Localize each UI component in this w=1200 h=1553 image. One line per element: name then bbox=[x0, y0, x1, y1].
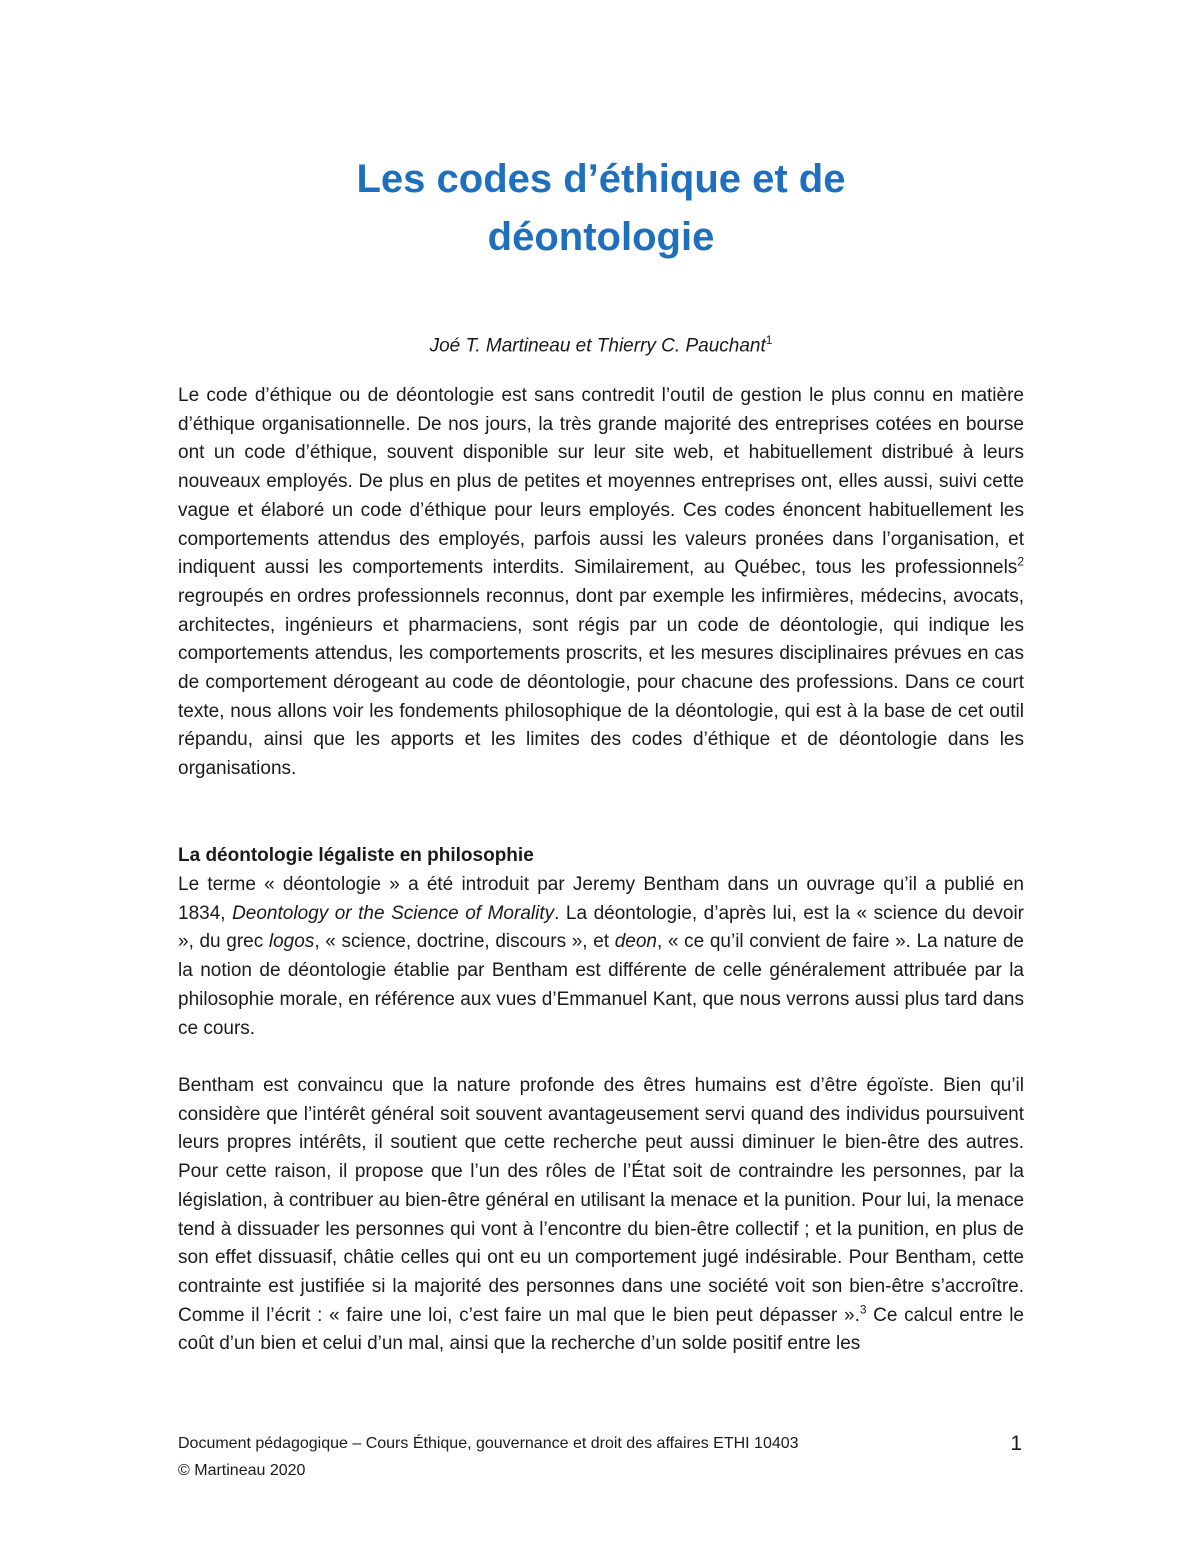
para2-text-c: , « science, doctrine, discours », et bbox=[314, 931, 615, 953]
para2-text-b: . La déontologie, d’après lui, est la « science du devoir », du grec bbox=[178, 902, 1024, 953]
section-heading: La déontologie légaliste en philosophie bbox=[178, 845, 534, 866]
bentham-paragraph-2 bbox=[178, 1072, 1024, 1359]
book-title: Deontology or the Science of Morality bbox=[232, 902, 555, 924]
page-footer bbox=[178, 1430, 799, 1484]
document-title bbox=[178, 150, 1024, 266]
footer-copyright: © Martineau 2020 bbox=[178, 1462, 306, 1479]
footnote-ref-2: 2 bbox=[1017, 554, 1024, 569]
footnote-ref-3: 3 bbox=[859, 1302, 867, 1317]
footer-course-line: Document pédagogique – Cours Éthique, gouvernance et droit des affaires ETHI 10403 bbox=[178, 1435, 799, 1452]
bentham-paragraph-1 bbox=[178, 871, 1024, 1043]
intro-paragraph bbox=[178, 382, 1024, 784]
para2-text-a: Le terme « déontologie » a été introduit par Jeremy Bentham dans un ouvrage qu’il a publié en 1834, bbox=[178, 874, 1024, 924]
term-logos: logos bbox=[268, 931, 315, 953]
para3-text-a: Bentham est convaincu que la nature profonde des êtres humains est d’être égoïste. Bien qu’il considère que l’intérêt général soit souvent avantageusement servi quand des individus poursuivent leurs propres intérêts, il soutient que cette recherche peut aussi diminuer le bien-être des autres. Pour cette raison, il propose que l’un des rôles de l’État soit de contraindre les personnes, par la législation, à contribuer au bien-être général en utilisant la menace et la punition. Pour lui, la menace tend à dissuader les personnes qui vont à l’encontre du bien-être collectif ; et la punition, en plus de son effet dissuasif, châtie celles qui ont eu un comportement jugé indésirable. Pour Bentham, cette contrainte est justifiée si la majorité des personnes dans une société voit son bien-être s’accroître. Comme il l’écrit : « faire une loi, c’est faire un mal que le bien peut dépasser ». bbox=[178, 1075, 1025, 1326]
para3-text-b: Ce calcul entre le coût d’un bien et celui d’un mal, ainsi que la recherche d’un solde positif entre les bbox=[178, 1304, 1024, 1355]
intro-text-part-1: Le code d’éthique ou de déontologie est sans contredit l’outil de gestion le plus connu en matière d’éthique organisationnelle. De nos jours, la très grande majorité des entreprises cotées en bourse ont un code d’éthique, souvent disponible sur leur site web, et habituellement distribué à leurs nouveaux employés. De plus en plus de petites et moyennes entreprises ont, elles aussi, suivi cette vague et élaboré un code d’éthique pour leurs employés. Ces codes énoncent habituellement les comportements attendus des employés, parfois aussi les valeurs pronées dans l’organisation, et indiquent aussi les comportements interdits. Similairement, au Québec, tous les professionnels bbox=[178, 385, 1024, 579]
author-names: Joé T. Martineau et Thierry C. Pauchant bbox=[429, 335, 766, 357]
title-line-2: déontologie bbox=[487, 215, 715, 259]
page-number: 1 bbox=[1010, 1432, 1022, 1455]
title-line-1: Les codes d’éthique et de bbox=[356, 157, 846, 201]
footnote-ref-1: 1 bbox=[765, 333, 773, 347]
intro-text-part-2: regroupés en ordres professionnels reconnus, dont par exemple les infirmières, médecins, avocats, architectes, ingénieurs et pharmaciens, sont régis par un code de déontologie, qui indique les comportements attendus, les comportements proscrits, et les mesures disciplinaires prévues en cas de comportement dérogeant au code de déontologie, pour chacune des professions. Dans ce court texte, nous allons voir les fondements philosophique de la déontologie, qui est à la base de cet outil répandu, ainsi que les apports et les limites des codes d’éthique et de déontologie dans les organisations. bbox=[178, 585, 1024, 780]
term-deon: deon bbox=[614, 931, 657, 953]
author-line bbox=[178, 326, 1024, 360]
para2-text-d: , « ce qu’il convient de faire ». La nature de la notion de déontologie établie par Bentham est différente de celle généralement attribuée par la philosophie morale, en référence aux vues d’Emmanuel Kant, que nous verrons aussi plus tard dans ce cours. bbox=[178, 931, 1025, 1039]
